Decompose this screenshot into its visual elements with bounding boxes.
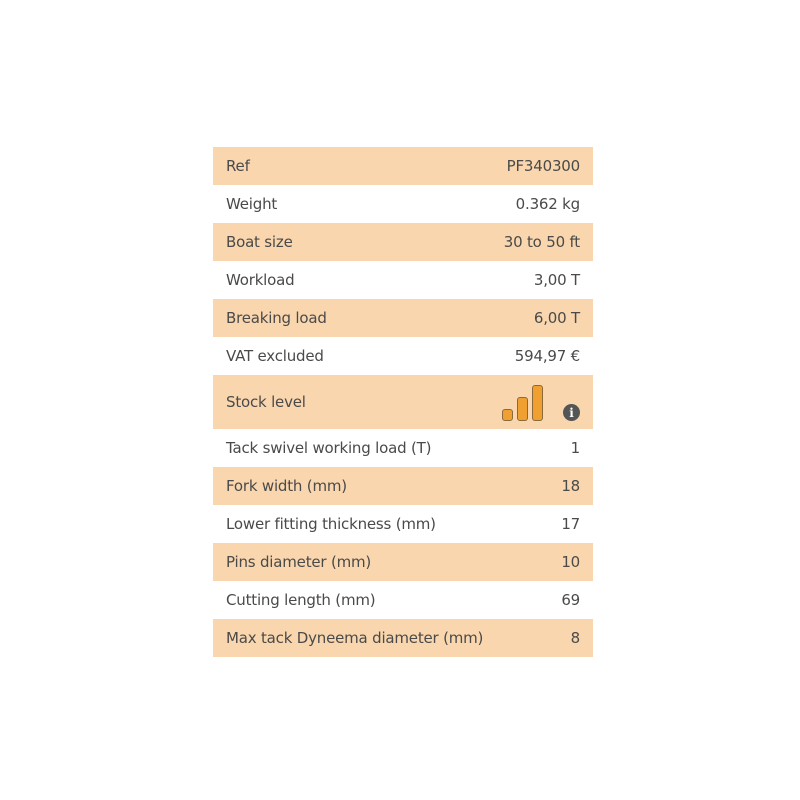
spec-value: 10 [561,553,580,571]
spec-row-vat-excluded [213,337,593,375]
spec-label: Tack swivel working load (T) [226,439,432,457]
spec-label: Boat size [226,233,293,251]
spec-label: Stock level [226,393,306,411]
spec-row-ref [213,147,593,185]
spec-value: 18 [561,477,580,495]
spec-label: Max tack Dyneema diameter (mm) [226,629,484,647]
info-icon[interactable]: i [563,404,580,421]
product-spec-table [213,147,593,657]
spec-value: 30 to 50 ft [503,233,580,251]
spec-label: Fork width (mm) [226,477,347,495]
spec-row-weight [213,185,593,223]
spec-row-pins-diameter [213,543,593,581]
spec-label: Ref [226,157,250,175]
spec-row-cutting-length [213,581,593,619]
spec-value: 69 [561,591,580,609]
spec-row-lower-fitting-thickness [213,505,593,543]
spec-value: 0.362 kg [515,195,580,213]
spec-row-breaking-load [213,299,593,337]
spec-value: 3,00 T [533,271,580,289]
spec-value: 17 [561,515,580,533]
spec-label: Cutting length (mm) [226,591,376,609]
spec-value: 8 [570,629,580,647]
spec-value: PF340300 [506,157,580,175]
spec-row-stock-level [213,375,593,429]
spec-label: Lower fitting thickness (mm) [226,515,436,533]
stock-bar-2 [517,397,528,421]
stock-indicator [502,383,580,421]
spec-row-workload [213,261,593,299]
spec-label: Workload [226,271,295,289]
spec-label: VAT excluded [226,347,324,365]
spec-row-boat-size [213,223,593,261]
spec-row-fork-width [213,467,593,505]
spec-row-max-dyneema-diameter [213,619,593,657]
spec-row-tack-swivel-load [213,429,593,467]
spec-label: Pins diameter (mm) [226,553,372,571]
stock-bar-1 [502,409,513,421]
spec-label: Breaking load [226,309,327,327]
stock-bar-3 [532,385,543,421]
spec-label: Weight [226,195,278,213]
spec-value: 1 [570,439,580,457]
price-value: 594,97 € [514,347,580,365]
spec-value: 6,00 T [533,309,580,327]
